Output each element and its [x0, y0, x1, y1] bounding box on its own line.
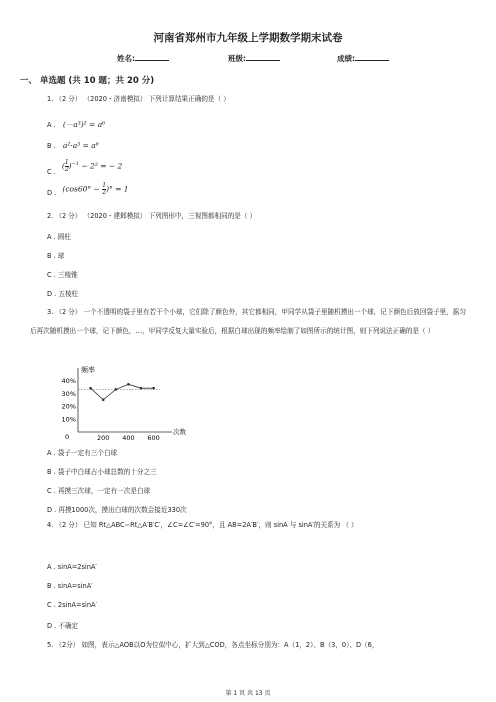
x-axis-label: 次数 [173, 428, 186, 436]
data-point [140, 387, 143, 390]
data-point [152, 387, 155, 390]
q3-option-a: A . 袋子一定有三个白球 [47, 449, 118, 457]
q4-stem: 4. （2 分） 已知 Rt△ABC∽Rt△A′B′C′，∠C=∠C′=90°，且 AB=2A′B′，则 sinA 与 sinA′的关系为 （ ） [47, 521, 358, 529]
q1-stem: 1. （2 分） （2020・济南模拟） 下列计算结果正确的是（ ） [47, 95, 230, 103]
q1-c-frac-num: 1 [64, 159, 69, 166]
x-tick-label: 400 [122, 434, 135, 442]
class-label: 班级: [228, 54, 246, 63]
section-heading: 一、 单选题 (共 10 题；共 20 分) [20, 76, 155, 86]
q2-option-c: C . 三棱锥 [47, 271, 78, 279]
score-blank [355, 53, 389, 61]
q2-option-a: A . 圆柱 [47, 233, 71, 241]
y-tick-label: 30% [61, 389, 76, 398]
series-line [91, 384, 154, 399]
q1-d-frac-den: 2 [102, 189, 107, 196]
y-tick-label: 20% [61, 402, 76, 411]
q1-b-label: B . [47, 142, 56, 150]
class-blank [246, 53, 280, 61]
q3-option-d: D . 再摸1000次，摸出白球的次数会接近330次 [47, 506, 187, 514]
x-tick-label: 600 [147, 434, 160, 442]
q1-c-label: C . [47, 168, 56, 176]
q1-c-exp: −1 [71, 161, 79, 167]
y-tick-label: 40% [61, 376, 76, 385]
name-label: 姓名: [117, 54, 135, 63]
q4-option-b: B . sinA=sinA′ [47, 582, 93, 590]
q1-a-label: A . [47, 121, 56, 129]
q1-c-frac-den: 2 [64, 166, 69, 173]
q4-option-c: C . 2sinA=sinA′ [47, 601, 98, 609]
class-field [228, 53, 280, 64]
data-point [127, 383, 130, 386]
q3-stem: 3. （2 分） 一个不透明的袋子里有若干个小球，它们除了颜色外，其它都相同，甲同学从袋子里随机摸出一个球，记下颜色后放回袋子里，摇匀后再次随机摸出一个球，记下颜色，…，甲同学反复大量实验后，根据白球出现的频率绘制了如图所示的统计图，则下列说法正确的是（ ） [30, 308, 466, 335]
q1-d-post: )° = 1 [106, 184, 129, 194]
q2-option-d: D . 五棱柱 [47, 290, 79, 298]
page-footer: 第 1 页 共 13 页 [225, 690, 271, 697]
q4-option-d: D . 不确定 [47, 622, 79, 630]
x-tick-label: 200 [96, 434, 110, 442]
q2-stem: 2. （2 分） （2020・建邺模拟） 下列图形中，三视图都相同的是（ ） [47, 212, 257, 220]
score-label: 成绩: [337, 54, 355, 63]
q1-option-b [47, 141, 99, 150]
q1-d-label: D . [47, 189, 57, 197]
origin-label: 0 [65, 433, 70, 441]
data-point [102, 398, 105, 401]
q2-option-b: B . 球 [47, 252, 65, 260]
q1-option-a [47, 119, 105, 130]
y-tick-label: 10% [61, 415, 76, 424]
q3-option-b: B . 袋子中白球占小球总数的十分之三 [47, 468, 157, 476]
name-field [117, 53, 169, 64]
q3-option-c: C . 再摸三次球，一定有一次是白球 [47, 487, 151, 495]
frequency-chart [40, 364, 190, 442]
q1-d-frac-num: 1 [102, 182, 107, 189]
q1-d-pre: (cos60° − [62, 184, 103, 194]
q1-c-rest: − 2² = − 2 [81, 161, 123, 171]
q4-option-a: A . sinA=2sinA′ [47, 563, 97, 571]
q1-d-math [62, 183, 128, 196]
q1-option-d [47, 183, 129, 197]
page-title: 河南省郑州市九年级上学期数学期末试卷 [153, 32, 343, 44]
q1-c-math: $(\frac{1}{2})^{-1} - 2^2$ = − 2 [61, 159, 123, 173]
data-point [89, 387, 92, 390]
data-point [115, 388, 118, 391]
q5-stem: 5. （2分） 如图，表示△AOB以O为位似中心，扩大到△COD，各点坐标分别为：A（1，2）、B（3，0）、D（6， [47, 641, 379, 649]
q1-b-math: a²·a³ = a⁶ [62, 141, 99, 150]
q1-option-c [47, 160, 122, 176]
y-axis-label: 频率 [81, 366, 95, 374]
name-blank [135, 53, 169, 61]
score-field [337, 53, 389, 64]
q1-a-math: (－a³)² = a⁶ [62, 120, 106, 129]
